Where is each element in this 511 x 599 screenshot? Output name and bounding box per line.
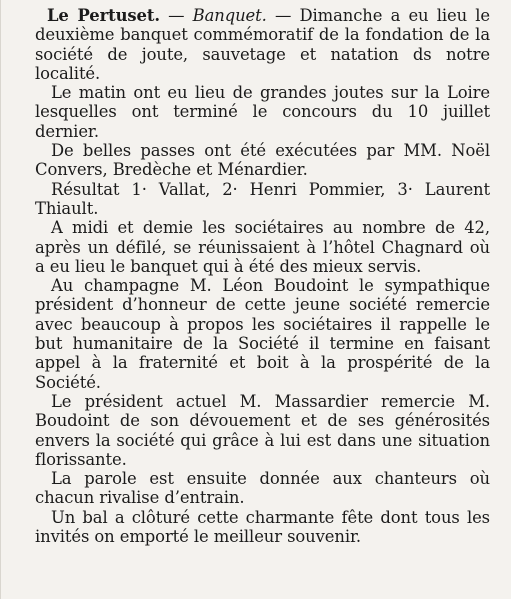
article-paragraph: Au champagne M. Léon Boudoint le sympathique président d’honneur de cette jeune société remercie avec beaucoup à propos les sociétaires il rappelle le but humanitaire de la Société il termine en faisant appel à la fraternité et boit à la prospérité de la Société. [35,276,490,392]
article-paragraph: Un bal a clôturé cette charmante fête dont tous les invités on emporté le meilleur souvenir. [35,507,490,547]
article-paragraph: Le président actuel M. Massardier remercie M. Boudoint de son dévouement et de ses générosités envers la société qui grâce à lui est dans une situation florissante. [35,391,490,469]
article-lead-paragraph: Le Pertuset. — Banquet. — Dimanche a eu lieu le deuxième banquet commémoratif de la fondation de la société de joute, sauvetage et natation ds notre localité. [35,6,490,83]
article-lead-text: Dimanche a eu lieu le deuxième banquet commémoratif de la fondation de la société de joute, sauvetage et natation ds notre localité. [35,6,490,83]
article-paragraph: Résultat 1· Vallat, 2· Henri Pommier, 3· Laurent Thiault. [35,179,490,218]
article-paragraph: De belles passes ont été exécutées par MM. Noël Convers, Bredèche et Ménardier. [35,141,490,180]
article-paragraph: Le matin ont eu lieu de grandes joutes sur la Loire lesquelles ont terminé le concours du 10 juillet dernier. [35,83,490,141]
article-headline: Le Pertuset. [47,6,160,25]
article-paragraph: A midi et demie les sociétaires au nombre de 42, après un défilé, se réunissaient à l’hôtel Chagnard où a eu lieu le banquet qui à été des mieux servis. [35,218,490,276]
article [35,6,490,546]
article-rubric: Banquet. [192,6,267,25]
article-paragraph: La parole est ensuite donnée aux chanteurs où chacun rivalise d’entrain. [35,469,490,508]
